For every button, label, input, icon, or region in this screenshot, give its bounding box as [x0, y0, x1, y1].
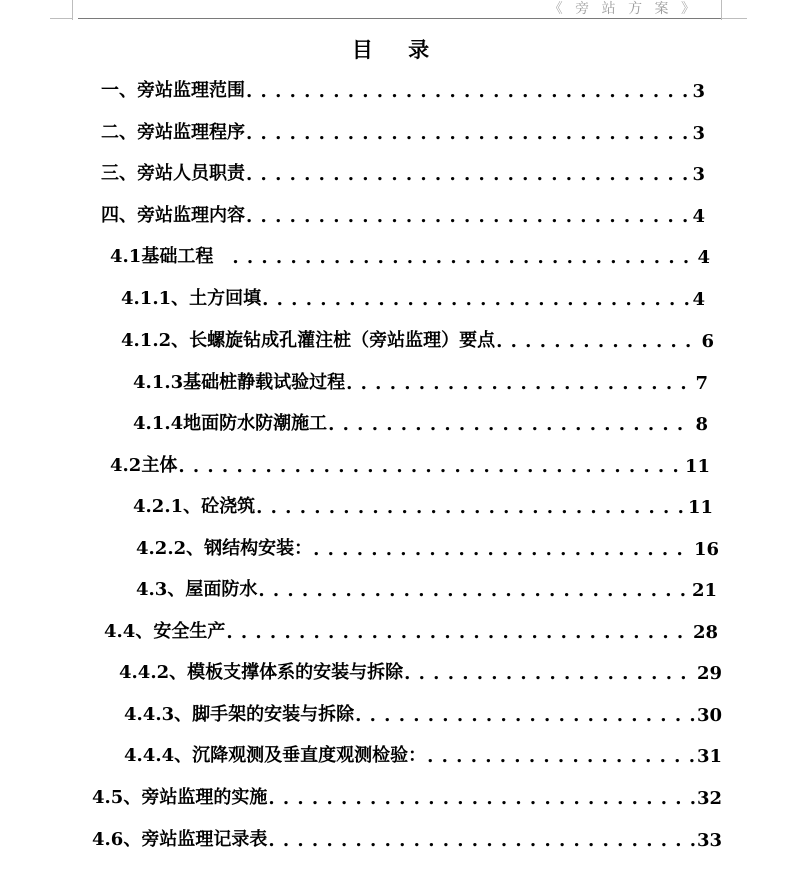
- toc-dot-leader: [346, 373, 693, 394]
- toc-entry-label: 4.4.2、模板支撑体系的安装与拆除: [119, 662, 404, 683]
- toc-entry-label: 4.4.3、脚手架的安装与拆除: [124, 704, 355, 725]
- toc-entry-page: 29: [696, 663, 722, 684]
- toc-dot-leader: [496, 331, 699, 352]
- header-rule: [78, 18, 721, 19]
- toc-dot-leader: [262, 289, 690, 310]
- crop-mark-top-right-h: [721, 18, 747, 19]
- toc-entry-page: 7: [695, 373, 708, 394]
- toc-entry[interactable]: [133, 368, 708, 394]
- toc-dot-leader: [328, 414, 693, 435]
- toc-entry-page: 4: [697, 247, 710, 268]
- crop-mark-top-right-v: [721, 0, 722, 20]
- toc-entry-page: 4: [692, 289, 705, 310]
- toc-entry[interactable]: [124, 700, 722, 726]
- toc-entry-label: 4.1.2、长螺旋钻成孔灌注桩（旁站监理）要点: [121, 330, 496, 351]
- toc-entry-label: 4.4、安全生产: [104, 621, 226, 642]
- toc-entry[interactable]: [121, 284, 705, 310]
- toc-entry[interactable]: [133, 409, 708, 435]
- toc-entry-label: 4.4.4、沉降观测及垂直度观测检验：: [124, 745, 427, 766]
- toc-entry[interactable]: [121, 326, 714, 352]
- toc-entry[interactable]: [92, 783, 722, 809]
- toc-entry[interactable]: [101, 159, 705, 185]
- toc-title: 目 录: [351, 37, 444, 62]
- toc-dot-leader: [427, 746, 695, 767]
- toc-entry-page: 16: [693, 539, 719, 560]
- crop-mark-top-left-h: [50, 18, 72, 19]
- toc-entry-label: 三、旁站人员职责: [101, 163, 245, 184]
- toc-entry-page: 32: [696, 788, 722, 809]
- toc-entry[interactable]: [110, 451, 710, 477]
- toc-dot-leader: [246, 206, 690, 227]
- toc-entry-label: 二、旁站监理程序: [101, 122, 245, 143]
- toc-dot-leader: [246, 81, 690, 102]
- toc-entry-label: 4.1.1、土方回填: [121, 288, 262, 309]
- toc-entry[interactable]: [101, 201, 705, 227]
- running-header: 《 旁 站 方 案 》: [548, 1, 699, 17]
- toc-dot-leader: [226, 622, 691, 643]
- toc-entry-page: 3: [692, 164, 705, 185]
- toc-entry[interactable]: [104, 617, 718, 643]
- crop-mark-top-left-v: [72, 0, 73, 20]
- toc-entry[interactable]: [101, 118, 705, 144]
- toc-entry-label: 一、旁站监理范围: [101, 80, 245, 101]
- toc-dot-leader: [355, 705, 695, 726]
- toc-entry-page: 3: [692, 123, 705, 144]
- toc-entry[interactable]: [133, 492, 713, 518]
- toc-entry-label: 4.6、旁站监理记录表: [92, 829, 268, 850]
- toc-entry[interactable]: [101, 76, 705, 102]
- toc-entry-page: 11: [684, 456, 710, 477]
- toc-dot-leader: [404, 663, 695, 684]
- toc-dot-leader: [268, 830, 695, 851]
- toc-entry[interactable]: [110, 242, 710, 268]
- toc-entry[interactable]: [136, 534, 719, 560]
- toc-entry[interactable]: [124, 741, 722, 767]
- toc-dot-leader: [256, 497, 686, 518]
- toc-entry-page: 11: [687, 497, 713, 518]
- toc-entry[interactable]: [136, 575, 717, 601]
- toc-entry[interactable]: [92, 825, 722, 851]
- toc-entry-page: 3: [692, 81, 705, 102]
- toc-entry-page: 30: [696, 705, 722, 726]
- toc-entry-label: 4.1.3基础桩静载试验过程: [133, 372, 346, 393]
- toc-entry-label: 4.3、屋面防水: [136, 579, 258, 600]
- toc-entry-page: 28: [692, 622, 718, 643]
- toc-dot-leader: [246, 164, 690, 185]
- toc-entry-label: 四、旁站监理内容: [101, 205, 245, 226]
- toc-entry-page: 8: [695, 414, 708, 435]
- toc-entry-page: 6: [701, 331, 714, 352]
- toc-dot-leader: [268, 788, 695, 809]
- toc-entry-page: 4: [692, 206, 705, 227]
- toc-entry-page: 33: [696, 830, 722, 851]
- toc-dot-leader: [178, 456, 683, 477]
- toc-entry-page: 21: [691, 580, 717, 601]
- toc-dot-leader: [313, 539, 692, 560]
- toc-entry[interactable]: [119, 658, 722, 684]
- toc-entry-label: 4.1基础工程: [110, 246, 214, 267]
- toc-dot-leader: [246, 123, 690, 144]
- toc-dot-leader: [258, 580, 690, 601]
- toc-dot-leader: [232, 247, 695, 268]
- toc-entry-label: 4.2主体: [110, 455, 178, 476]
- toc-entry-label: 4.5、旁站监理的实施: [92, 787, 268, 808]
- toc-entry-page: 31: [696, 746, 722, 767]
- toc-entry-label: 4.2.2、钢结构安装：: [136, 538, 313, 559]
- toc-entry-label: 4.2.1、砼浇筑: [133, 496, 256, 517]
- toc-entry-label: 4.1.4地面防水防潮施工: [133, 413, 328, 434]
